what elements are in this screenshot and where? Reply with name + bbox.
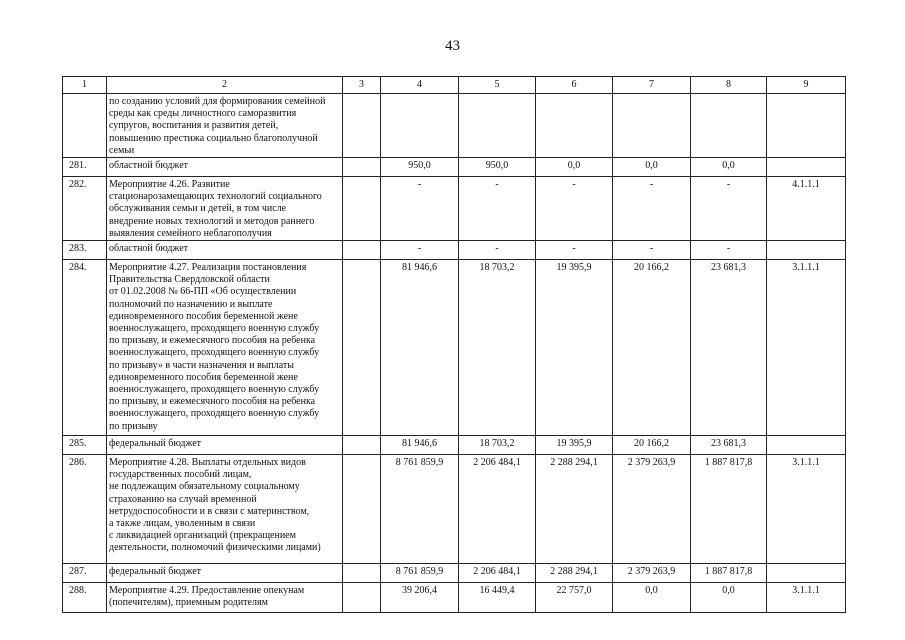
amount-col6: - <box>536 241 613 260</box>
target-code: 3.1.1.1 <box>767 455 846 564</box>
amount-col4: - <box>381 177 459 241</box>
description-line: областной бюджет <box>109 160 189 172</box>
amount-col8 <box>691 94 767 158</box>
amount-col8: 23 681,3 <box>691 436 767 455</box>
amount-col4: - <box>381 241 459 260</box>
col3-cell <box>343 94 381 158</box>
amount-col8: - <box>691 177 767 241</box>
table-row <box>63 583 846 613</box>
amount-col8: 23 681,3 <box>691 260 767 436</box>
program-table <box>62 76 846 613</box>
amount-col7: 2 379 263,9 <box>613 455 691 564</box>
row-number: 288. <box>63 583 107 613</box>
target-code <box>767 436 846 455</box>
description-line: областной бюджет <box>109 243 189 255</box>
amount-col8: 0,0 <box>691 158 767 177</box>
description-line: супругов, воспитания и развития детей, <box>109 120 279 132</box>
amount-col6: 19 395,9 <box>536 436 613 455</box>
target-code <box>767 564 846 583</box>
table-row <box>63 436 846 455</box>
row-number: 283. <box>63 241 107 260</box>
description-line: а также лицам, уволенным в связи <box>109 518 256 530</box>
row-description <box>107 94 343 158</box>
amount-col6: 2 288 294,1 <box>536 564 613 583</box>
description-line: с ликвидацией организаций (прекращением <box>109 530 296 542</box>
header-cell: 4 <box>381 77 459 94</box>
description-line: обслуживания семьи и детей, в том числе <box>109 203 287 215</box>
target-code <box>767 158 846 177</box>
amount-col6: 22 757,0 <box>536 583 613 613</box>
amount-col8: 0,0 <box>691 583 767 613</box>
description-line: государственных пособий лицам, <box>109 469 252 481</box>
row-description <box>107 177 343 241</box>
amount-col7: - <box>613 177 691 241</box>
description-line: деятельности, полномочий физическими лицами) <box>109 542 321 554</box>
header-row <box>63 77 846 94</box>
description-line: единовременного пособия беременной жене <box>109 371 298 383</box>
row-description <box>107 583 343 613</box>
row-number <box>63 94 107 158</box>
description-line: Мероприятие 4.29. Предоставление опекунам <box>109 585 305 597</box>
row-number: 287. <box>63 564 107 583</box>
header-cell: 5 <box>459 77 536 94</box>
amount-col6: - <box>536 177 613 241</box>
amount-col6: 19 395,9 <box>536 260 613 436</box>
col3-cell <box>343 564 381 583</box>
col3-cell <box>343 583 381 613</box>
description-line: среды как среды личностного саморазвития <box>109 108 297 120</box>
amount-col7 <box>613 94 691 158</box>
table-row <box>63 177 846 241</box>
row-description <box>107 241 343 260</box>
col3-cell <box>343 260 381 436</box>
description-line: Мероприятие 4.26. Развитие <box>109 179 230 191</box>
description-line: внедрение новых технологий и методов раннего <box>109 215 315 227</box>
description-line: военнослужащего, проходящего военную службу <box>109 384 320 396</box>
description-line: федеральный бюджет <box>109 566 202 578</box>
header-cell: 1 <box>63 77 107 94</box>
target-code <box>767 241 846 260</box>
description-line: военнослужащего, проходящего военную службу <box>109 323 320 335</box>
description-line: нетрудоспособности и в связи с материнством, <box>109 505 310 517</box>
description-line: не подлежащим обязательному социальному <box>109 481 300 493</box>
description-line: полномочий по назначению и выплате <box>109 298 273 310</box>
description-line: от 01.02.2008 № 66-ПП «Об осуществлении <box>109 286 297 298</box>
header-cell: 9 <box>767 77 846 94</box>
col3-cell <box>343 158 381 177</box>
row-number: 285. <box>63 436 107 455</box>
amount-col8: - <box>691 241 767 260</box>
row-description <box>107 564 343 583</box>
amount-col5: 18 703,2 <box>459 436 536 455</box>
amount-col6: 2 288 294,1 <box>536 455 613 564</box>
description-line: федеральный бюджет <box>109 438 202 450</box>
amount-col5: 2 206 484,1 <box>459 455 536 564</box>
table-row <box>63 260 846 436</box>
row-number: 282. <box>63 177 107 241</box>
amount-col4: 81 946,6 <box>381 436 459 455</box>
amount-col4: 81 946,6 <box>381 260 459 436</box>
amount-col7: - <box>613 241 691 260</box>
table-row <box>63 455 846 564</box>
col3-cell <box>343 177 381 241</box>
description-line: (попечителям), приемным родителям <box>109 597 268 609</box>
description-line: по призыву» в части назначения и выплаты <box>109 359 295 371</box>
description-line: Правительства Свердловской области <box>109 274 270 286</box>
row-description <box>107 260 343 436</box>
header-cell: 2 <box>107 77 343 94</box>
col3-cell <box>343 241 381 260</box>
row-description <box>107 158 343 177</box>
description-line: по созданию условий для формирования семейной <box>109 96 326 107</box>
description-line: по призыву, и ежемесячного пособия на ребенка <box>109 396 316 408</box>
description-line: единовременного пособия беременной жене <box>109 310 298 322</box>
col3-cell <box>343 436 381 455</box>
description-line: повышению престижа социально благополучной <box>109 132 318 144</box>
target-code: 3.1.1.1 <box>767 260 846 436</box>
table-row <box>63 241 846 260</box>
header-cell: 3 <box>343 77 381 94</box>
amount-col8: 1 887 817,8 <box>691 455 767 564</box>
table-row <box>63 94 846 158</box>
amount-col6: 0,0 <box>536 158 613 177</box>
description-line: Мероприятие 4.27. Реализация постановления <box>109 262 307 274</box>
amount-col5: 16 449,4 <box>459 583 536 613</box>
amount-col7: 20 166,2 <box>613 436 691 455</box>
amount-col4: 8 761 859,9 <box>381 564 459 583</box>
amount-col7: 0,0 <box>613 158 691 177</box>
row-number: 281. <box>63 158 107 177</box>
description-line: страхованию на случай временной <box>109 493 257 505</box>
table-row <box>63 564 846 583</box>
description-line: по призыву <box>109 420 158 432</box>
row-number: 286. <box>63 455 107 564</box>
amount-col5: - <box>459 241 536 260</box>
amount-col4 <box>381 94 459 158</box>
amount-col4: 39 206,4 <box>381 583 459 613</box>
amount-col7: 2 379 263,9 <box>613 564 691 583</box>
table-row <box>63 158 846 177</box>
row-description <box>107 455 343 564</box>
description-line: военнослужащего, проходящего военную службу <box>109 347 320 359</box>
description-line: по призыву, и ежемесячного пособия на ребенка <box>109 335 316 347</box>
row-number: 284. <box>63 260 107 436</box>
amount-col5 <box>459 94 536 158</box>
amount-col5: 18 703,2 <box>459 260 536 436</box>
amount-col5: - <box>459 177 536 241</box>
amount-col4: 8 761 859,9 <box>381 455 459 564</box>
amount-col8: 1 887 817,8 <box>691 564 767 583</box>
description-line: выявления семейного неблагополучия <box>109 227 272 239</box>
col3-cell <box>343 455 381 564</box>
header-cell: 8 <box>691 77 767 94</box>
header-cell: 7 <box>613 77 691 94</box>
description-line: стационарозамещающих технологий социального <box>109 191 322 203</box>
description-line: Мероприятие 4.28. Выплаты отдельных видов <box>109 457 306 469</box>
description-line: военнослужащего, проходящего военную службу <box>109 408 320 420</box>
page-number: 43 <box>445 38 460 54</box>
target-code: 3.1.1.1 <box>767 583 846 613</box>
amount-col6 <box>536 94 613 158</box>
amount-col7: 0,0 <box>613 583 691 613</box>
amount-col5: 950,0 <box>459 158 536 177</box>
description-line: семьи <box>109 144 135 156</box>
amount-col7: 20 166,2 <box>613 260 691 436</box>
row-description <box>107 436 343 455</box>
target-code <box>767 94 846 158</box>
target-code: 4.1.1.1 <box>767 177 846 241</box>
amount-col5: 2 206 484,1 <box>459 564 536 583</box>
amount-col4: 950,0 <box>381 158 459 177</box>
header-cell: 6 <box>536 77 613 94</box>
